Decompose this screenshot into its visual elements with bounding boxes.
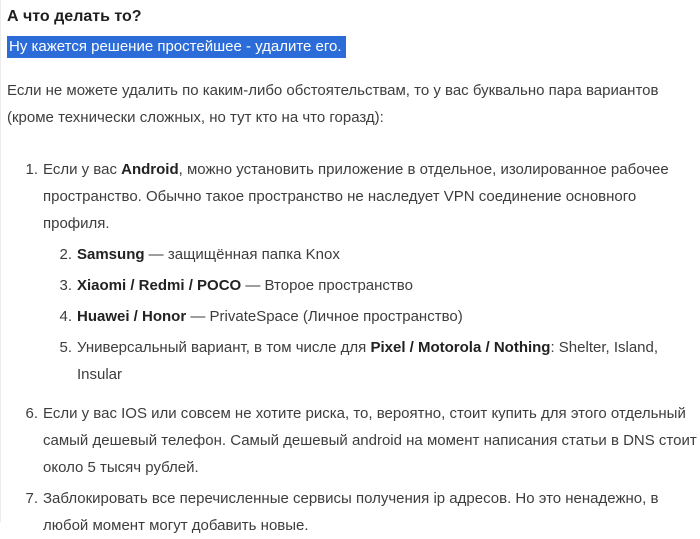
- list-item-number: 7.: [25, 490, 38, 507]
- intro-paragraph: Если не можете удалить по каким-либо обстоятельствам, то у вас буквально пара вариантов (кроме технически сложных, но тут кто на что горазд):: [7, 82, 659, 126]
- list-item-number: 6.: [25, 405, 38, 422]
- list-item-number: 3.: [59, 277, 72, 294]
- list-item-4: [7, 303, 698, 330]
- list-item-number: 2.: [59, 246, 72, 263]
- list-item-number: 5.: [59, 339, 72, 356]
- section-heading: А что делать то?: [7, 8, 142, 25]
- list-item-text: Huawei / Honor — PrivateSpace (Личное пространство): [77, 308, 463, 325]
- list-item-number: 4.: [59, 308, 72, 325]
- list-item-text: Если у вас Android, можно установить приложение в отдельное, изолированное рабочее пространство. Обычно такое пространство не наследует VPN соединение основного профиля.: [43, 161, 669, 232]
- list-item-text: Заблокировать все перечисленные сервисы получения ip адресов. Но это ненадежно, в любой момент могут добавить новые.: [43, 490, 659, 534]
- list-item-3: [7, 272, 698, 299]
- selected-text-line: [7, 36, 698, 58]
- numbered-list: [7, 156, 698, 539]
- list-item-6: [7, 400, 698, 481]
- list-item-5: [7, 334, 698, 388]
- nested-list: [7, 241, 698, 388]
- selected-text[interactable]: Ну кажется решение простейшее - удалите его.: [7, 36, 346, 58]
- list-item-text: Универсальный вариант, в том числе для Pixel / Motorola / Nothing: Shelter, Island, Insular: [77, 339, 659, 383]
- list-item-1: [7, 156, 698, 237]
- list-item-text: Samsung — защищённая папка Knox: [77, 246, 340, 263]
- list-item-number: 1.: [25, 161, 38, 178]
- list-item-text: Если у вас IOS или совсем не хотите риска, то, вероятно, стоит купить для этого отдельный самый дешевый телефон. Самый дешевый android на момент написания статьи в DNS стоит около 5 тысяч рублей.: [43, 405, 697, 476]
- list-item-2: [7, 241, 698, 268]
- list-item-text: Xiaomi / Redmi / POCO — Второе пространство: [77, 277, 413, 294]
- list-item-7: [7, 485, 698, 539]
